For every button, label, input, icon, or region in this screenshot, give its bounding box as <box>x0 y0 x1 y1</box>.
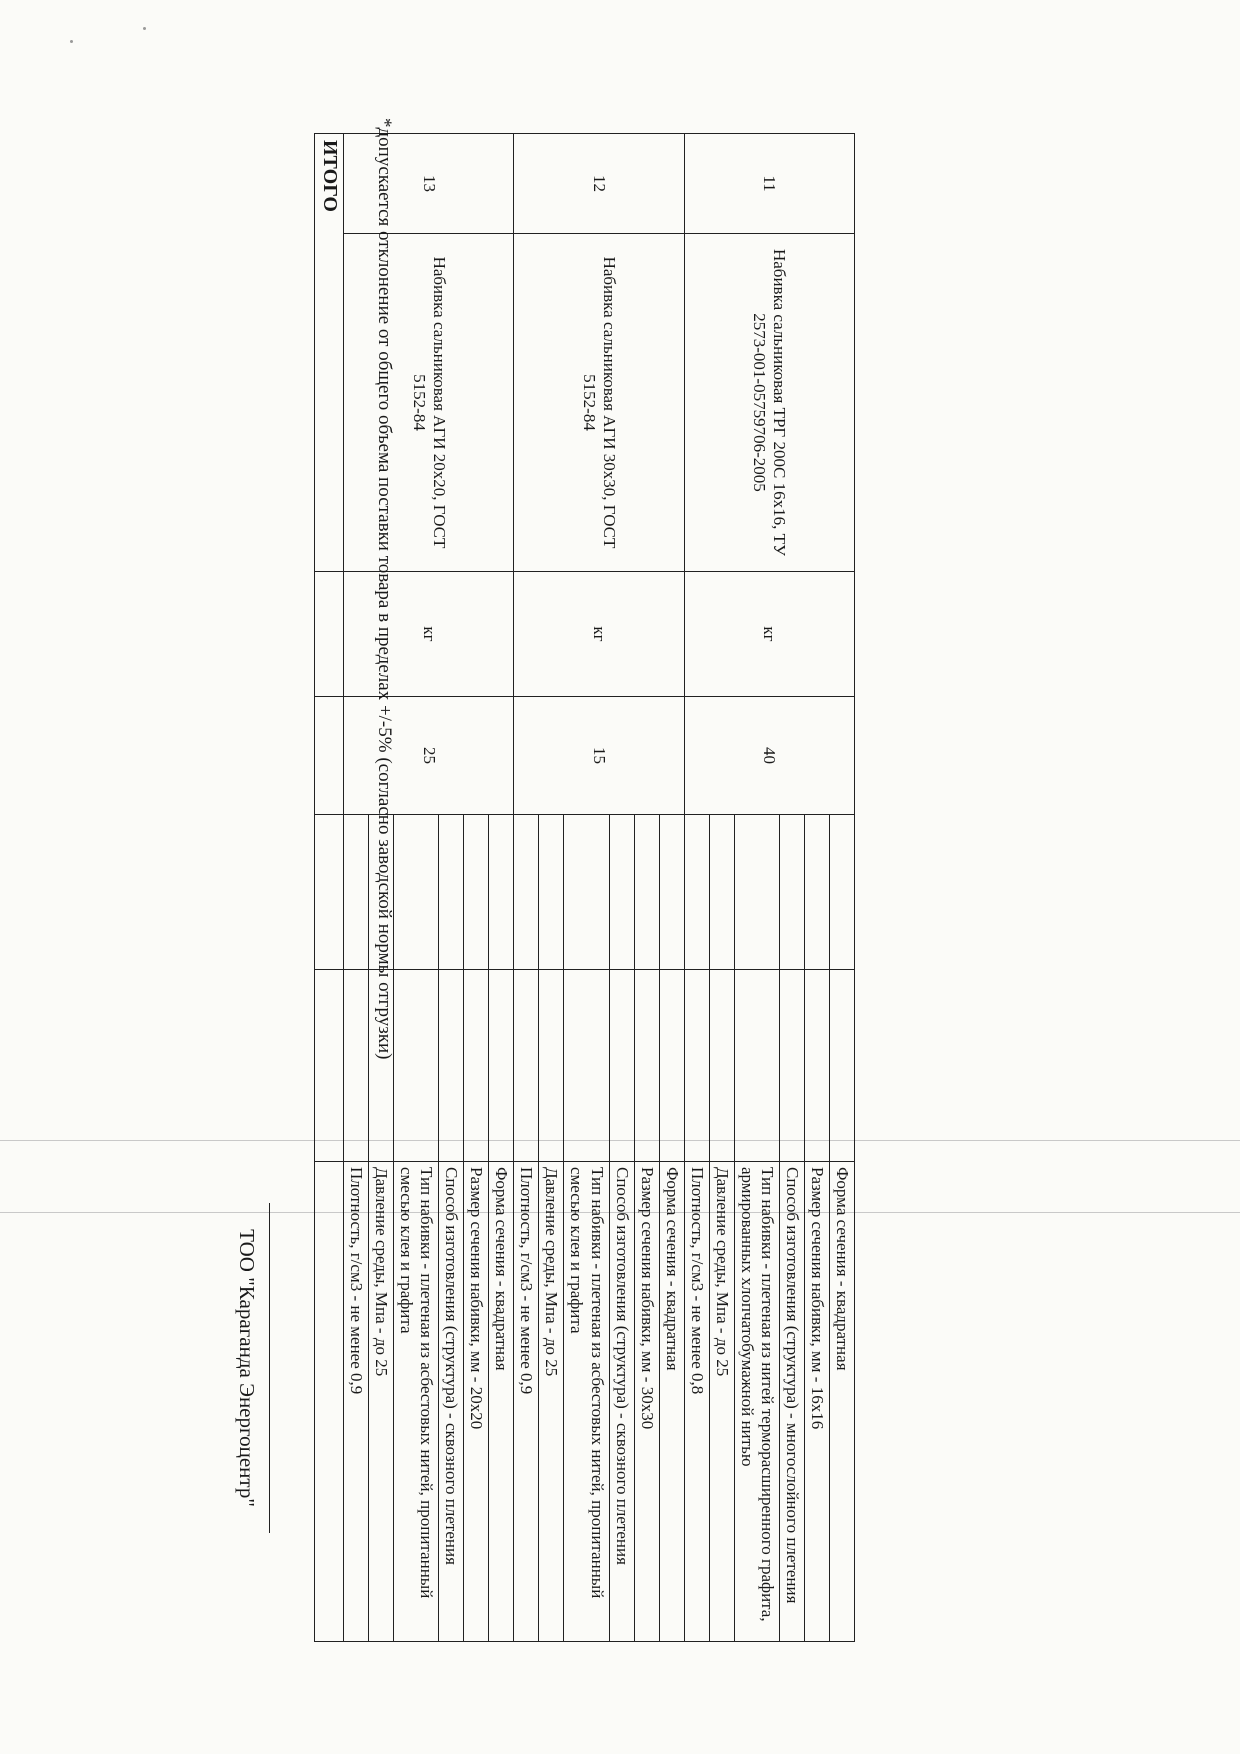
empty-cell <box>514 970 539 1162</box>
empty-cell <box>315 815 344 970</box>
empty-cell <box>734 815 779 970</box>
empty-cell <box>489 815 514 970</box>
spec-parameter: Способ изготовления (структура) - многослойного плетения <box>779 1162 804 1642</box>
row-number: 12 <box>514 134 684 234</box>
empty-cell <box>439 970 464 1162</box>
unit-of-measure: кг <box>684 572 854 697</box>
empty-cell <box>564 815 609 970</box>
empty-cell <box>394 815 439 970</box>
empty-cell <box>829 970 854 1162</box>
spec-parameter: Давление среды, Мпа - до 25 <box>709 1162 734 1642</box>
empty-cell <box>659 970 684 1162</box>
quantity: 40 <box>684 697 854 815</box>
item-name: Набивка сальниковая АГИ 30x30, ГОСТ 5152-84 <box>514 234 684 572</box>
spec-parameter: Способ изготовления (структура) - сквозного плетения <box>439 1162 464 1642</box>
empty-cell <box>779 970 804 1162</box>
empty-cell <box>734 970 779 1162</box>
empty-cell <box>684 815 709 970</box>
empty-cell <box>634 815 659 970</box>
empty-cell <box>829 815 854 970</box>
empty-cell <box>315 970 344 1162</box>
quantity: 25 <box>344 697 514 815</box>
empty-cell <box>609 970 634 1162</box>
spec-parameter: Форма сечения - квадратная <box>659 1162 684 1642</box>
spec-parameter: Размер сечения набивки, мм - 30x30 <box>634 1162 659 1642</box>
empty-cell <box>539 970 564 1162</box>
spec-parameter: Давление среды, Мпа - до 25 <box>539 1162 564 1642</box>
spec-parameter: Плотность, г/см3 - не менее 0,9 <box>514 1162 539 1642</box>
empty-cell <box>315 1162 344 1642</box>
spec-parameter: Форма сечения - квадратная <box>829 1162 854 1642</box>
spec-parameter: Тип набивки - плетеная из асбестовых нитей, пропитанный смесью клея и графита <box>564 1162 609 1642</box>
empty-cell <box>464 970 489 1162</box>
empty-cell <box>709 815 734 970</box>
empty-cell <box>804 815 829 970</box>
spec-parameter: Форма сечения - квадратная <box>489 1162 514 1642</box>
unit-of-measure: кг <box>344 572 514 697</box>
empty-cell <box>684 970 709 1162</box>
spec-parameter: Плотность, г/см3 - не менее 0,9 <box>344 1162 369 1642</box>
empty-cell <box>315 697 344 815</box>
spec-parameter: Тип набивки - плетеная из нитей терморасширенного графита, армированных хлопчатобумажной нитью <box>734 1162 779 1642</box>
empty-cell <box>609 815 634 970</box>
empty-cell <box>804 970 829 1162</box>
empty-cell <box>464 815 489 970</box>
empty-cell <box>344 970 369 1162</box>
table-row <box>489 134 514 1642</box>
empty-cell <box>394 970 439 1162</box>
total-label: ИТОГО <box>315 134 344 572</box>
empty-cell <box>709 970 734 1162</box>
spec-parameter: Размер сечения набивки, мм - 16x16 <box>804 1162 829 1642</box>
spec-parameter: Размер сечения набивки, мм - 20x20 <box>464 1162 489 1642</box>
item-name: Набивка сальниковая ТРГ 200С 16x16, ТУ 2573-001-05759706-2005 <box>684 234 854 572</box>
empty-cell <box>634 970 659 1162</box>
table-row <box>659 134 684 1642</box>
empty-cell <box>315 572 344 697</box>
spec-parameter: Способ изготовления (структура) - сквозного плетения <box>609 1162 634 1642</box>
empty-cell <box>514 815 539 970</box>
spec-parameter: Плотность, г/см3 - не менее 0,8 <box>684 1162 709 1642</box>
specification-table <box>314 133 855 1642</box>
empty-cell <box>539 815 564 970</box>
signature-company: ТОО "Караганда Энергоцентр" <box>234 1203 270 1533</box>
empty-cell <box>659 815 684 970</box>
spec-parameter: Тип набивки - плетеная из асбестовых нитей, пропитанный смесью клея и графита <box>394 1162 439 1642</box>
spec-parameter: Давление среды, Мпа - до 25 <box>369 1162 394 1642</box>
empty-cell <box>439 815 464 970</box>
row-number: 13 <box>344 134 514 234</box>
unit-of-measure: кг <box>514 572 684 697</box>
empty-cell <box>779 815 804 970</box>
item-name: Набивка сальниковая АГИ 20x20, ГОСТ 5152-84 <box>344 234 514 572</box>
empty-cell <box>489 970 514 1162</box>
quantity: 15 <box>514 697 684 815</box>
empty-cell <box>564 970 609 1162</box>
total-row <box>315 134 344 1642</box>
table-row <box>829 134 854 1642</box>
empty-cell <box>344 815 369 970</box>
footnote: *допускается отклонение от общего объема поставки товара в пределах +/-5% (согласно заводской нормы отгрузки) <box>374 118 395 1060</box>
row-number: 11 <box>684 134 854 234</box>
